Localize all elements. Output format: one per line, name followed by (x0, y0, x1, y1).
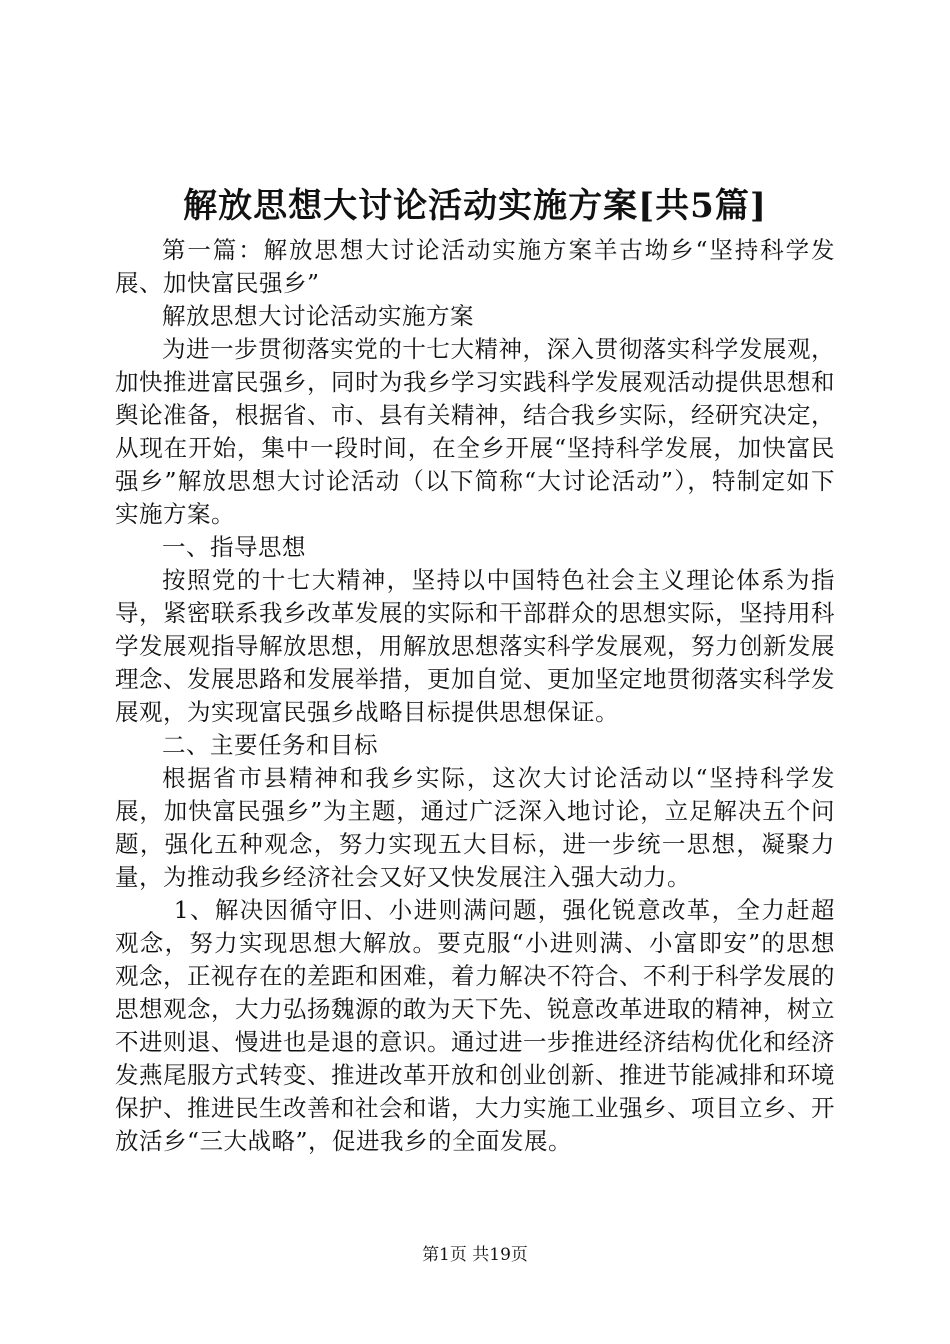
paragraph-part-one-heading: 第一篇：解放思想大讨论活动实施方案羊古坳乡“坚持科学发展、加快富民强乡” (115, 236, 835, 297)
paragraph-introduction: 为进一步贯彻落实党的十七大精神，深入贯彻落实科学发展观，加快推进富民强乡，同时为我乡学习实践科学发展观活动提供思想和舆论准备，根据省、市、县有关精神，结合我乡实际，经研究决定，从现在开始，集中一段时间，在全乡开展“坚持科学发展，加快富民强乡”解放思想大讨论活动（以下简称“大讨论活动”），特制定如下实施方案。 (115, 335, 835, 528)
paragraph-item-1: 1、解决因循守旧、小进则满问题，强化锐意改革，全力赶超观念，努力实现思想大解放。要克服“小进则满、小富即安”的思想观念，正视存在的差距和困难，着力解决不符合、不利于科学发展的思想观念，大力弘扬魏源的敢为天下先、锐意改革进取的精神，树立不进则退、慢进也是退的意识。通过进一步推进经济结构优化和经济发燕尾服方式转变、推进改革开放和创业创新、推进节能减排和环境保护、推进民生改善和社会和谐，大力实施工业强乡、项目立乡、开放活乡“三大战略”，促进我乡的全面发展。 (115, 896, 835, 1155)
section-heading-guiding-ideology: 一、指导思想 (162, 533, 306, 561)
paragraph-tasks-goals: 根据省市县精神和我乡实际，这次大讨论活动以“坚持科学发展，加快富民强乡”为主题，通过广泛深入地讨论，立足解决五个问题，强化五种观念，努力实现五大目标，进一步统一思想，凝聚力量，为推动我乡经济社会又好又快发展注入强大动力。 (115, 764, 835, 891)
paragraph-plan-title: 解放思想大讨论活动实施方案 (162, 302, 474, 330)
section-heading-tasks-goals: 二、主要任务和目标 (162, 731, 378, 759)
page-footer: 第1页 共19页 (422, 1245, 528, 1265)
document-body (115, 234, 835, 1158)
document-title: 解放思想大讨论活动实施方案[共5篇] (183, 186, 767, 226)
paragraph-guiding-ideology: 按照党的十七大精神，坚持以中国特色社会主义理论体系为指导，紧密联系我乡改革发展的实际和干部群众的思想实际，坚持用科学发展观指导解放思想，用解放思想落实科学发展观，努力创新发展理念、发展思路和发展举措，更加自觉、更加坚定地贯彻落实科学发展观，为实现富民强乡战略目标提供思想保证。 (115, 566, 835, 726)
